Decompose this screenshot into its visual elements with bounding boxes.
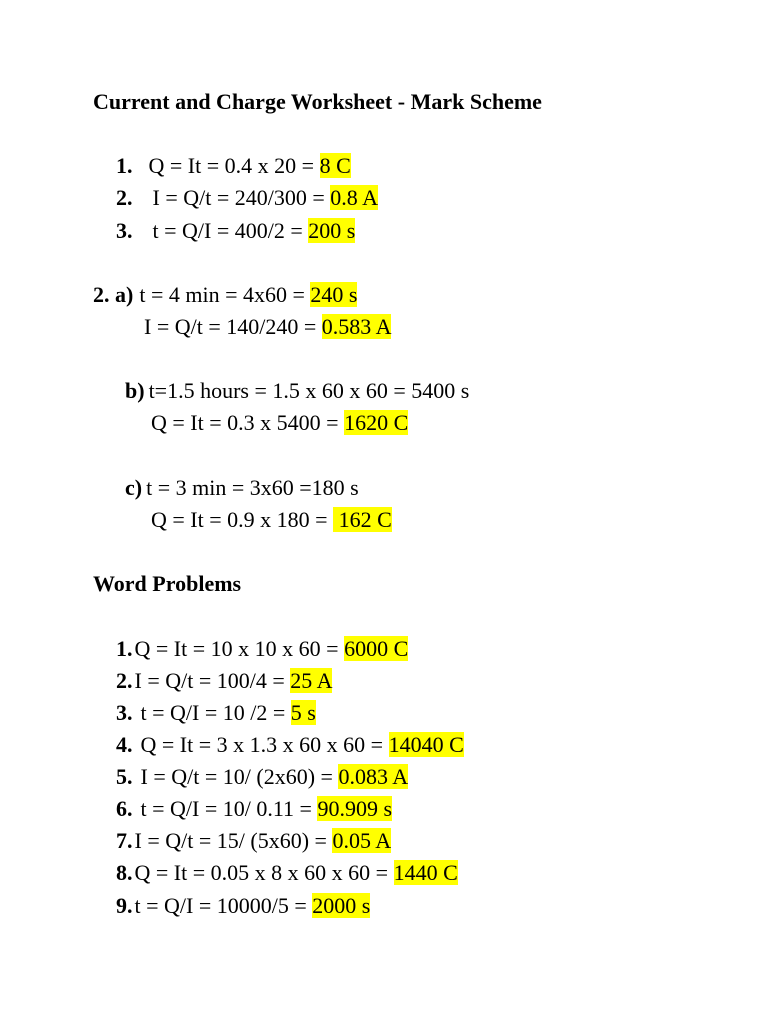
- item-number: 3.: [116, 700, 133, 725]
- part-work: I = Q/t = 140/240 =: [144, 314, 322, 339]
- part-work: t=1.5 hours = 1.5 x 60 x 60 = 5400 s: [148, 378, 470, 403]
- item-work: Q = It = 0.4 x 20 =: [148, 153, 320, 178]
- item-work: Q = It = 3 x 1.3 x 60 x 60 =: [140, 732, 389, 757]
- highlighted-answer: 200 s: [308, 218, 356, 243]
- part-work: Q = It = 0.9 x 180 =: [151, 507, 334, 532]
- section1-line-3: [116, 217, 355, 245]
- word-problem-1: [116, 635, 408, 663]
- item-number: 4.: [116, 732, 133, 757]
- highlighted-answer: 162 C: [333, 507, 392, 532]
- part-work: t = 4 min = 4x60 =: [139, 282, 311, 307]
- part-label: b): [125, 378, 145, 403]
- item-work: t = Q/I = 10 /2 =: [140, 700, 291, 725]
- item-number: 3.: [116, 218, 133, 243]
- item-work: I = Q/t = 240/300 =: [152, 185, 331, 210]
- highlighted-answer: 5 s: [290, 700, 316, 725]
- highlighted-answer: 2000 s: [312, 893, 371, 918]
- word-problems-heading: Word Problems: [93, 571, 242, 596]
- item-number: 7.: [116, 828, 133, 853]
- word-problem-3: [116, 699, 316, 727]
- highlighted-answer: 25 A: [290, 668, 333, 693]
- word-problem-7: [116, 827, 391, 855]
- highlighted-answer: 14040 C: [388, 732, 464, 757]
- part-label: c): [125, 475, 143, 500]
- word-problem-9: [116, 892, 370, 920]
- highlighted-answer: 0.583 A: [321, 314, 392, 339]
- item-work: Q = It = 0.05 x 8 x 60 x 60 =: [134, 860, 394, 885]
- item-number: 1.: [116, 153, 133, 178]
- part-work: Q = It = 0.3 x 5400 =: [151, 410, 345, 435]
- highlighted-answer: 90.909 s: [317, 796, 393, 821]
- section1-line-2: [116, 184, 378, 212]
- section2c-line-2: [151, 506, 392, 534]
- highlighted-answer: 1440 C: [393, 860, 458, 885]
- word-problem-6: [116, 795, 392, 823]
- section2b-line-2: [151, 409, 408, 437]
- highlighted-answer: 1620 C: [344, 410, 409, 435]
- section2a-line-2: [144, 313, 391, 341]
- page-title: Current and Charge Worksheet - Mark Scheme: [93, 89, 542, 114]
- section2c-line-1: [125, 474, 359, 502]
- word-problem-4: [116, 731, 464, 759]
- section1-line-1: [116, 152, 351, 180]
- section2a-line-1: [93, 281, 357, 309]
- item-number: 5.: [116, 764, 133, 789]
- item-work: t = Q/I = 10/ 0.11 =: [140, 796, 318, 821]
- item-work: t = Q/I = 400/2 =: [152, 218, 309, 243]
- word-problem-2: [116, 667, 332, 695]
- item-number: 2.: [116, 668, 133, 693]
- item-work: I = Q/t = 100/4 =: [134, 668, 291, 693]
- item-number: 2.: [116, 185, 133, 210]
- section2b-line-1: [125, 377, 469, 405]
- item-work: Q = It = 10 x 10 x 60 =: [134, 636, 345, 661]
- highlighted-answer: 8 C: [319, 153, 351, 178]
- part-label: 2. a): [93, 282, 134, 307]
- part-work: t = 3 min = 3x60 =180 s: [146, 475, 359, 500]
- highlighted-answer: 6000 C: [344, 636, 409, 661]
- highlighted-answer: 0.083 A: [338, 764, 409, 789]
- highlighted-answer: 0.8 A: [330, 185, 378, 210]
- highlighted-answer: 240 s: [310, 282, 358, 307]
- word-problem-8: [116, 859, 458, 887]
- item-number: 8.: [116, 860, 133, 885]
- word-problem-5: [116, 763, 408, 791]
- item-work: t = Q/I = 10000/5 =: [134, 893, 313, 918]
- highlighted-answer: 0.05 A: [332, 828, 392, 853]
- item-work: I = Q/t = 15/ (5x60) =: [134, 828, 333, 853]
- item-work: I = Q/t = 10/ (2x60) =: [140, 764, 339, 789]
- item-number: 6.: [116, 796, 133, 821]
- item-number: 1.: [116, 636, 133, 661]
- item-number: 9.: [116, 893, 133, 918]
